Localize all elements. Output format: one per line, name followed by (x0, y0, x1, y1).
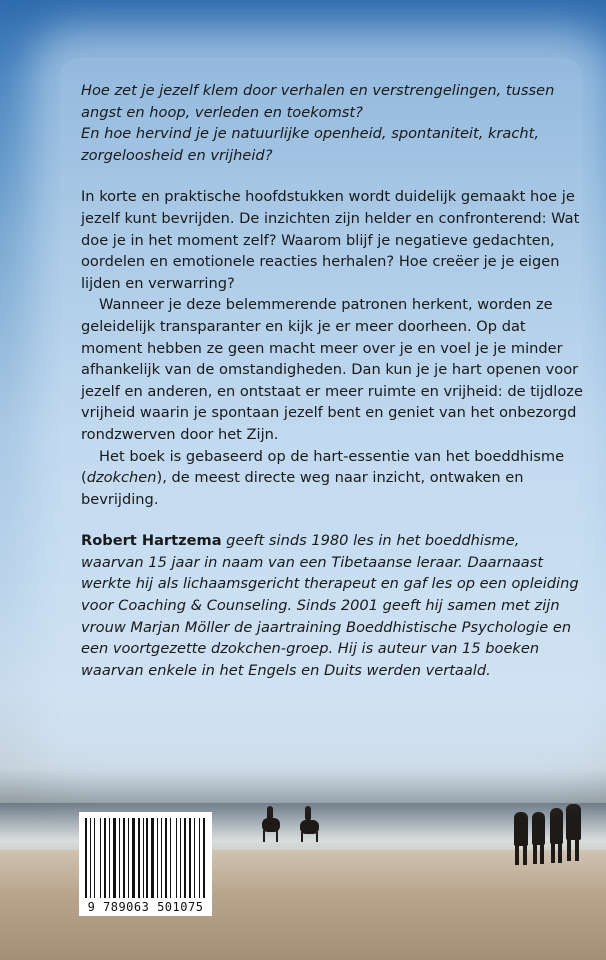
barcode-bar (151, 818, 154, 898)
barcode-bar (113, 818, 116, 898)
barcode-bar (136, 818, 137, 898)
barcode-bar (144, 818, 145, 898)
body-paragraph-3: Het boek is gebaseerd op de hart-essentie van het boeddhisme (dzokchen), de meest directe weg naar inzicht, ontwaken en bevrijding. (81, 447, 565, 508)
barcode-bar (123, 818, 125, 898)
barcode-bar (176, 818, 178, 898)
back-cover-text (81, 80, 586, 681)
barcode-bar (161, 818, 162, 898)
barcode-bar (138, 818, 140, 898)
barcode-bar (203, 818, 205, 898)
barcode-bar (184, 818, 186, 898)
barcode-bar (178, 818, 179, 898)
barcode-bar (100, 818, 101, 898)
barcode-bar (143, 818, 144, 898)
barcode-bar (96, 818, 99, 898)
barcode-bar (168, 818, 169, 898)
barcode-bar (194, 818, 195, 898)
barcode-bar (109, 818, 110, 898)
barcode-bar (132, 818, 135, 898)
barcode-bar (121, 818, 122, 898)
dzokchen-term: dzokchen (86, 469, 157, 487)
barcode-bar (170, 818, 171, 898)
barcode-bar (159, 818, 161, 898)
intro-question-1: Hoe zet je jezelf klem door verhalen en verstrengelingen, tussen angst en hoop, verleden en toekomst? (81, 82, 555, 121)
barcode-bar (111, 818, 113, 898)
barcode-bar (199, 818, 200, 898)
barcode-bar (146, 818, 148, 898)
isbn-number: 9 789063 501075 (87, 900, 204, 914)
barcode-bar (172, 818, 175, 898)
barcode-bar (107, 818, 108, 898)
barcode-bar (187, 818, 188, 898)
barcode-bar (182, 818, 183, 898)
barcode-bars (85, 818, 206, 898)
barcode-bar (102, 818, 103, 898)
barcode-bar (104, 818, 106, 898)
barcode-bar (196, 818, 199, 898)
barcode-bar (90, 818, 91, 898)
author-bio: Robert Hartzema geeft sinds 1980 les in het boeddhisme, waarvan 15 jaar in naam van een Tibetaanse leraar. Daarnaast werkte hij als lichaamsgericht therapeut en gaf les op een opleiding voor Coaching & Counseling. Sinds 2001 geeft hij samen met zijn vrouw Marjan Möller de jaartraining Boeddhistische Psychologie en een voortgezette dzokchen-groep. Hij is auteur van 15 boeken waarvan enkele in het Engels en Duits werden vertaald. (81, 532, 579, 679)
barcode-bar (119, 818, 120, 898)
barcode-bar (126, 818, 128, 898)
body-paragraph-1: In korte en praktische hoofdstukken wordt duidelijk gemaakt hoe je jezelf kunt bevrijden. De inzichten zijn helder en confronterend: Wat doe je in het moment zelf? Waarom blijf je negatieve gedachten, oordelen en emotionele reacties herhalen? Hoe creëer je je eigen lijden en verwarring? (81, 188, 580, 292)
isbn-barcode (79, 812, 212, 916)
barcode-bar (157, 818, 158, 898)
author-name: Robert Hartzema (81, 532, 222, 550)
barcode-bar (149, 818, 150, 898)
barcode-bar (117, 818, 118, 898)
barcode-bar (88, 818, 89, 898)
barcode-bar (85, 818, 87, 898)
barcode-bar (128, 818, 129, 898)
barcode-bar (155, 818, 156, 898)
barcode-bar (92, 818, 94, 898)
barcode-bar (94, 818, 95, 898)
barcode-bar (180, 818, 181, 898)
barcode-bar (141, 818, 142, 898)
intro-question-2: En hoe hervind je je natuurlijke openheid, spontaniteit, kracht, zorgeloosheid en vrijheid? (81, 125, 540, 164)
barcode-bar (130, 818, 131, 898)
barcode-bar (189, 818, 191, 898)
body-paragraph-2: Wanneer je deze belemmerende patronen herkent, worden ze geleidelijk transparanter en kijk je er meer doorheen. Op dat moment hebben ze geen macht meer over je en voel je je minder afhankelijk van de omstandigheden. Dan kun je je hart openen voor jezelf en anderen, en ontstaat er meer ruimte en vrijheid: de tijdloze vrijheid waarin je spontaan jezelf bent en geniet van het onbezorgd rondzwerven door het Zijn. (81, 296, 583, 443)
barcode-bar (201, 818, 202, 898)
barcode-bar (165, 818, 167, 898)
barcode-bar (163, 818, 164, 898)
barcode-bar (192, 818, 193, 898)
